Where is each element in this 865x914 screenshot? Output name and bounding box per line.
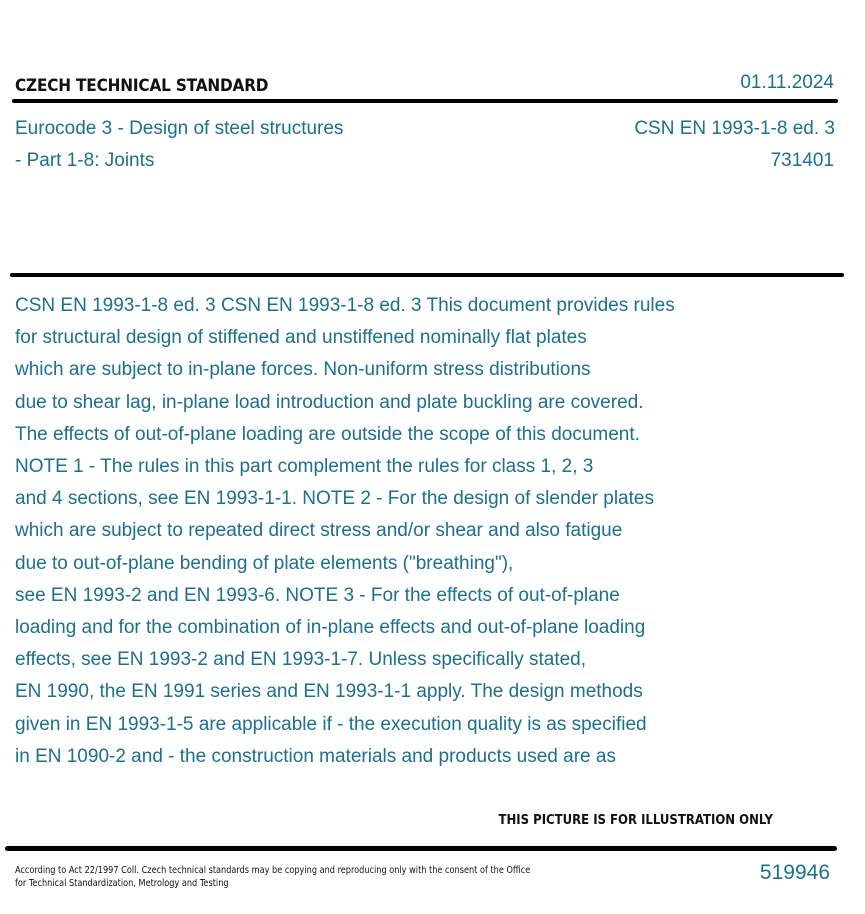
legal-line-1: According to Act 22/1997 Coll. Czech technical standards may be copying and reproducing only with the consent of the Office <box>15 865 531 876</box>
abstract-line: in EN 1090-2 and - the construction materials and products used are as <box>15 745 616 767</box>
document-code: 519946 <box>759 861 830 884</box>
standard-number: CSN EN 1993-1-8 ed. 3 <box>634 118 835 139</box>
abstract-line: effects, see EN 1993-2 and EN 1993-1-7. Unless specifically stated, <box>15 649 587 671</box>
abstract-line: due to shear lag, in-plane load introduction and plate buckling are covered. <box>15 391 644 413</box>
legal-line-2: for Technical Standardization, Metrology and Testing <box>15 878 229 889</box>
abstract-line: loading and for the combination of in-plane effects and out-of-plane loading <box>15 617 646 639</box>
title-divider <box>10 273 844 277</box>
header-divider <box>12 99 838 103</box>
abstract-line: and 4 sections, see EN 1993-1-1. NOTE 2 - For the design of slender plates <box>15 488 654 510</box>
title-line-1: Eurocode 3 - Design of steel structures <box>15 118 344 139</box>
classification-number: 731401 <box>770 150 834 171</box>
abstract-line: due to out-of-plane bending of plate elements ("breathing"), <box>15 552 514 574</box>
document-abstract <box>15 290 675 773</box>
abstract-line: which are subject to in-plane forces. Non-uniform stress distributions <box>15 359 591 381</box>
abstract-line: CSN EN 1993-1-8 ed. 3 CSN EN 1993-1-8 ed. 3 This document provides rules <box>15 295 675 316</box>
legal-notice <box>15 864 530 890</box>
abstract-line: see EN 1993-2 and EN 1993-6. NOTE 3 - For the effects of out-of-plane <box>15 584 620 606</box>
standard-type-label: CZECH TECHNICAL STANDARD <box>15 76 269 96</box>
abstract-line: for structural design of stiffened and unstiffened nominally flat plates <box>15 327 587 349</box>
abstract-line: EN 1990, the EN 1991 series and EN 1993-1-1 apply. The design methods <box>15 681 643 703</box>
footer-divider <box>5 846 837 851</box>
abstract-line: The effects of out-of-plane loading are outside the scope of this document. <box>15 423 640 445</box>
abstract-line: given in EN 1993-1-5 are applicable if - the execution quality is as specified <box>15 713 647 735</box>
title-line-2: - Part 1-8: Joints <box>15 150 155 171</box>
abstract-line: NOTE 1 - The rules in this part complement the rules for class 1, 2, 3 <box>15 456 594 478</box>
abstract-line: which are subject to repeated direct stress and/or shear and also fatigue <box>15 520 623 542</box>
illustration-note: THIS PICTURE IS FOR ILLUSTRATION ONLY <box>498 813 773 828</box>
publication-date: 01.11.2024 <box>740 72 834 93</box>
